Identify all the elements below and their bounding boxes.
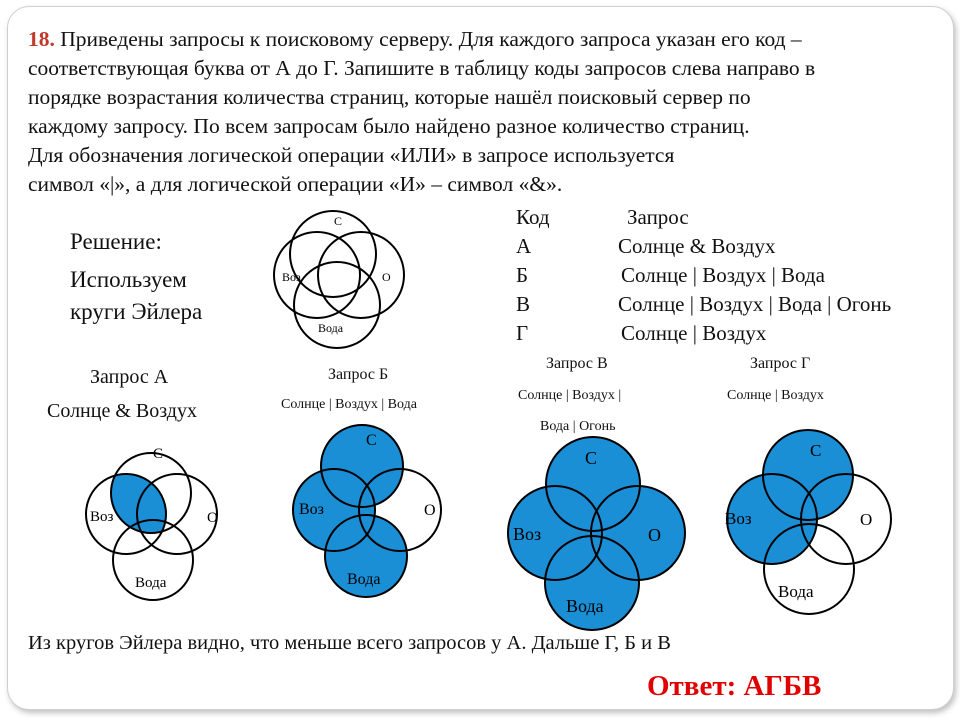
table-code-b: Б [516, 263, 529, 287]
venn-a-label-voda: Вода [135, 575, 167, 591]
venn-a-label-o: О [207, 510, 218, 526]
venn-b-label-s: С [366, 432, 377, 449]
venn-v-label-voz: Воз [513, 524, 542, 544]
venn-query-g [725, 430, 891, 614]
table-query-a: Солнце & Воздух [618, 234, 776, 258]
task-line-6: символ «|», а для логической операции «И» – символ «&». [28, 172, 563, 196]
task-line-2: соответствующая буква от А до Г. Запишите в таблицу коды запросов слева направо в [28, 56, 816, 80]
answer-text: Ответ: АГБВ [647, 670, 822, 702]
table-query-v: Солнце | Воздух | Вода | Огонь [618, 292, 892, 316]
task-line-5: Для обозначения логической операции «ИЛИ» в запросе используется [28, 143, 675, 167]
venn-ref-label-voz: Воз [282, 270, 301, 284]
venn-v-label-voda: Вода [566, 596, 604, 616]
venn-b-label-voz: Воз [299, 501, 324, 518]
venn-b-label-o: О [424, 502, 436, 519]
venn-g-label-voz: Воз [725, 509, 752, 528]
venn-g-label-o: О [860, 510, 873, 529]
venn-a-label-s: С [153, 446, 164, 462]
query-v-title: Запрос В [546, 355, 608, 372]
task-number: 18. [28, 27, 55, 51]
query-b-title: Запрос Б [328, 366, 389, 383]
table-query-b: Солнце | Воздух | Вода [621, 263, 825, 287]
venn-b-label-voda: Вода [347, 571, 381, 588]
table-header-query: Запрос [627, 205, 689, 229]
venn-ref-circle-voda [294, 262, 380, 348]
solution-line-2: круги Эйлера [70, 299, 203, 324]
venn-query-b [293, 425, 441, 597]
venn-ref-label-s: С [334, 214, 343, 228]
task-line-4: каждому запросу. По всем запросам было найдено разное количество страниц. [28, 114, 750, 138]
table-code-a: А [516, 234, 532, 258]
query-a-expr: Солнце & Воздух [47, 400, 197, 422]
query-b-expr: Солнце | Воздух | Вода [281, 397, 417, 412]
venn-g-label-voda: Вода [778, 582, 814, 601]
query-g-expr: Солнце | Воздух [727, 388, 824, 403]
query-a-title: Запрос А [90, 366, 169, 388]
conclusion-text: Из кругов Эйлера видно, что меньше всего запросов у А. Дальше Г, Б и В [28, 632, 671, 654]
venn-v-label-o: О [648, 525, 661, 545]
task-line-3: порядке возрастания количества страниц, которые нашёл поисковый сервер по [28, 85, 751, 109]
venn-query-v [508, 437, 685, 630]
venn-a-label-voz: Воз [90, 509, 114, 525]
solution-title: Решение: [70, 229, 162, 254]
venn-query-a [86, 446, 218, 600]
venn-g-label-s: С [810, 441, 822, 460]
query-v-expr-2: Вода | Огонь [540, 419, 616, 434]
venn-v-label-s: С [585, 448, 598, 468]
venn-ref-circle-s [290, 211, 376, 297]
solution-line-1: Используем [70, 267, 187, 292]
table-query-g: Солнце | Воздух [621, 321, 767, 345]
query-v-expr-1: Солнце | Воздух | [518, 388, 622, 403]
table-header-code: Код [516, 205, 550, 229]
query-g-title: Запрос Г [750, 355, 811, 372]
venn-ref-label-o: О [382, 270, 391, 284]
table-code-v: В [516, 292, 531, 316]
table-code-g: Г [516, 321, 529, 345]
venn-ref-label-voda: Вода [318, 321, 344, 335]
venn-reference-labels [282, 214, 391, 335]
task-line-1: 18. Приведены запросы к поисковому серверу. Для каждого запроса указан его код – [28, 27, 802, 51]
